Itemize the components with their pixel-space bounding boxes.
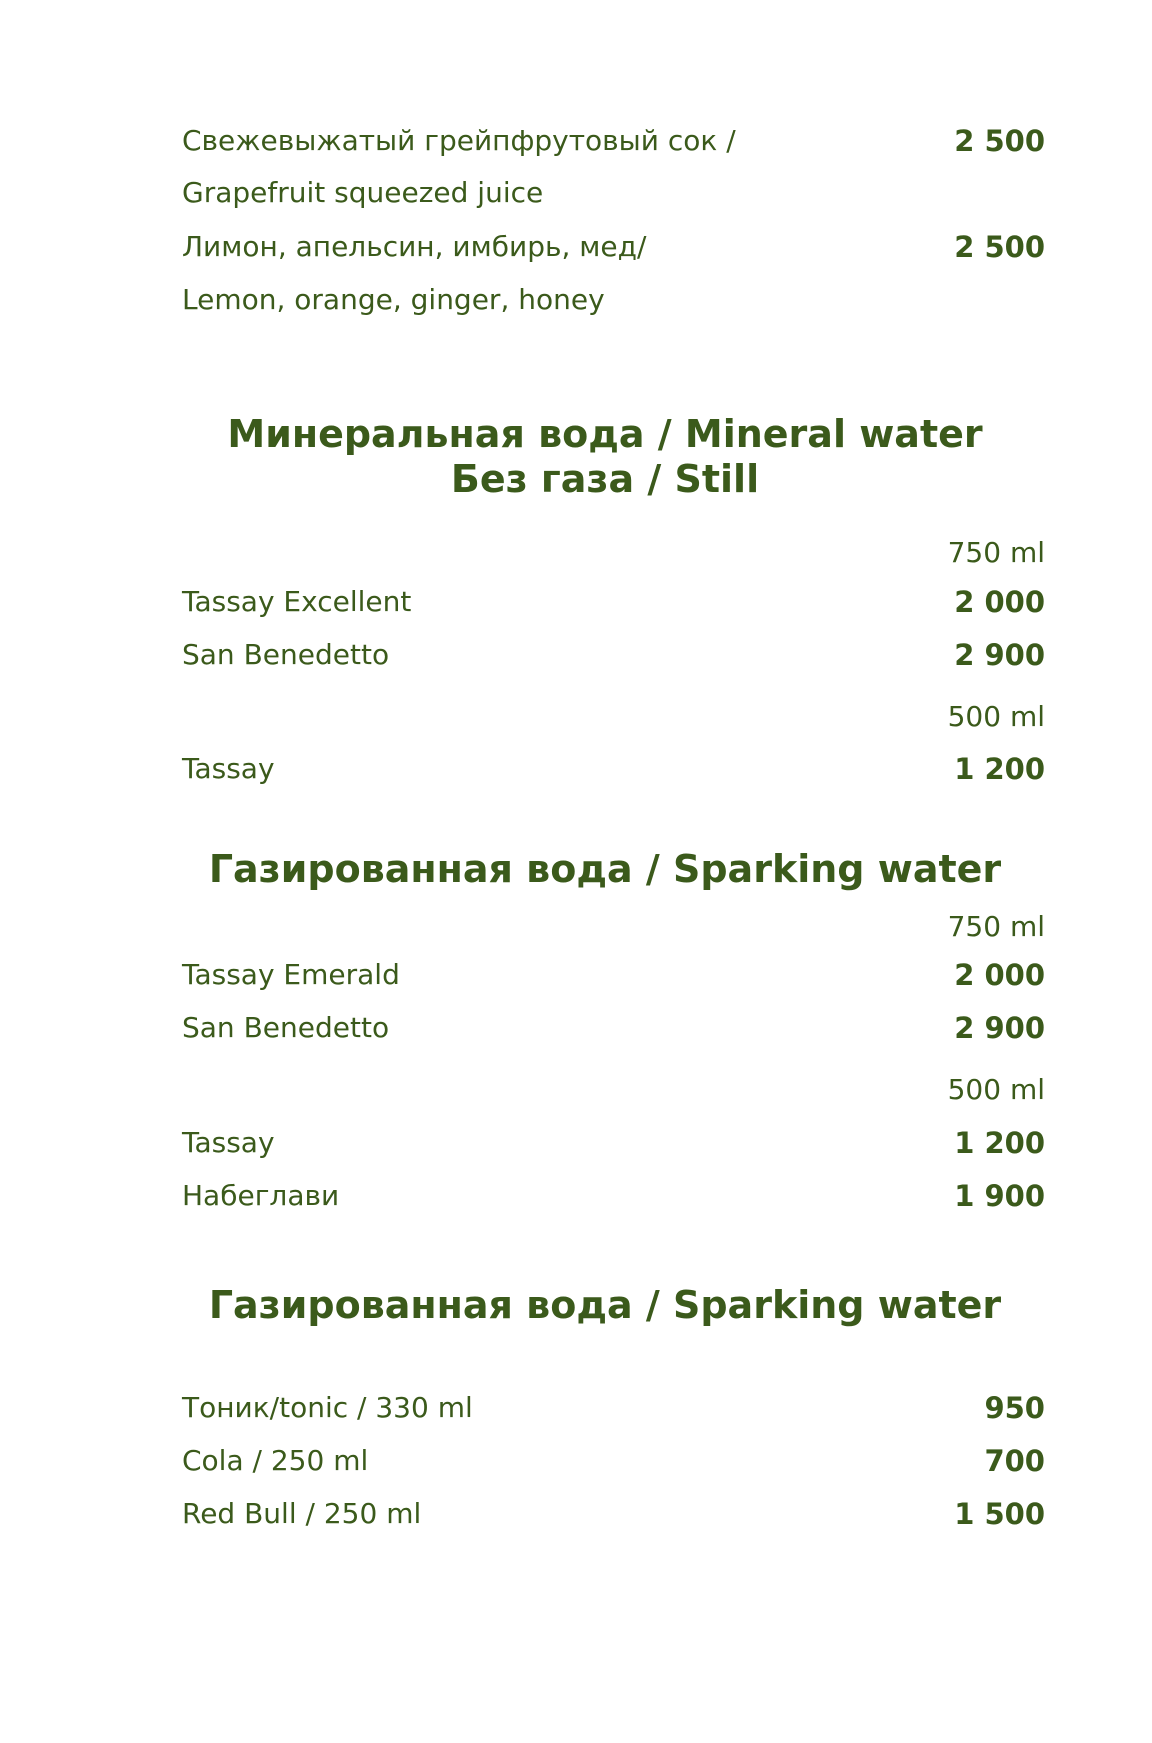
section-title-mineral: Минеральная вода / Mineral water [227,412,983,456]
item-price: 950 [984,1391,1045,1425]
item-name: Тоник/tonic / 330 ml [182,1391,473,1424]
item-name: Tassay Emerald [182,958,400,991]
item-name: Cola / 250 ml [182,1444,369,1477]
item-price: 2 900 [954,638,1045,672]
item-price: 1 200 [954,1126,1045,1160]
section-title-sparkling: Газированная вода / Sparking water [208,847,1002,891]
item-name: Red Bull / 250 ml [182,1497,422,1530]
section-subtitle-still: Без газа / Still [450,457,760,501]
item-name-ru: Свежевыжатый грейпфрутовый сок / [182,124,736,157]
item-name-en: Lemon, orange, ginger, honey [182,283,605,316]
item-price: 2 000 [954,958,1045,992]
item-price: 1 900 [954,1179,1045,1213]
item-name-en: Grapefruit squeezed juice [182,176,544,209]
item-price: 1 500 [954,1497,1045,1531]
item-price: 700 [984,1444,1045,1478]
volume-label-750: 750 ml [947,536,1045,569]
item-name: Набеглави [182,1179,340,1212]
volume-label-750: 750 ml [947,910,1045,943]
item-name: San Benedetto [182,1011,390,1044]
item-name: Tassay [182,1126,275,1159]
item-price: 2 900 [954,1011,1045,1045]
item-name: San Benedetto [182,638,390,671]
item-name-ru: Лимон, апельсин, имбирь, мед/ [182,230,647,263]
volume-label-500: 500 ml [947,700,1045,733]
item-name: Tassay [182,752,275,785]
section-title-soft-drinks: Газированная вода / Sparking water [208,1283,1002,1327]
item-price: 2 500 [954,124,1045,158]
item-price: 2 500 [954,230,1045,264]
item-name: Tassay Excellent [182,585,412,618]
item-price: 1 200 [954,752,1045,786]
volume-label-500: 500 ml [947,1073,1045,1106]
item-price: 2 000 [954,585,1045,619]
